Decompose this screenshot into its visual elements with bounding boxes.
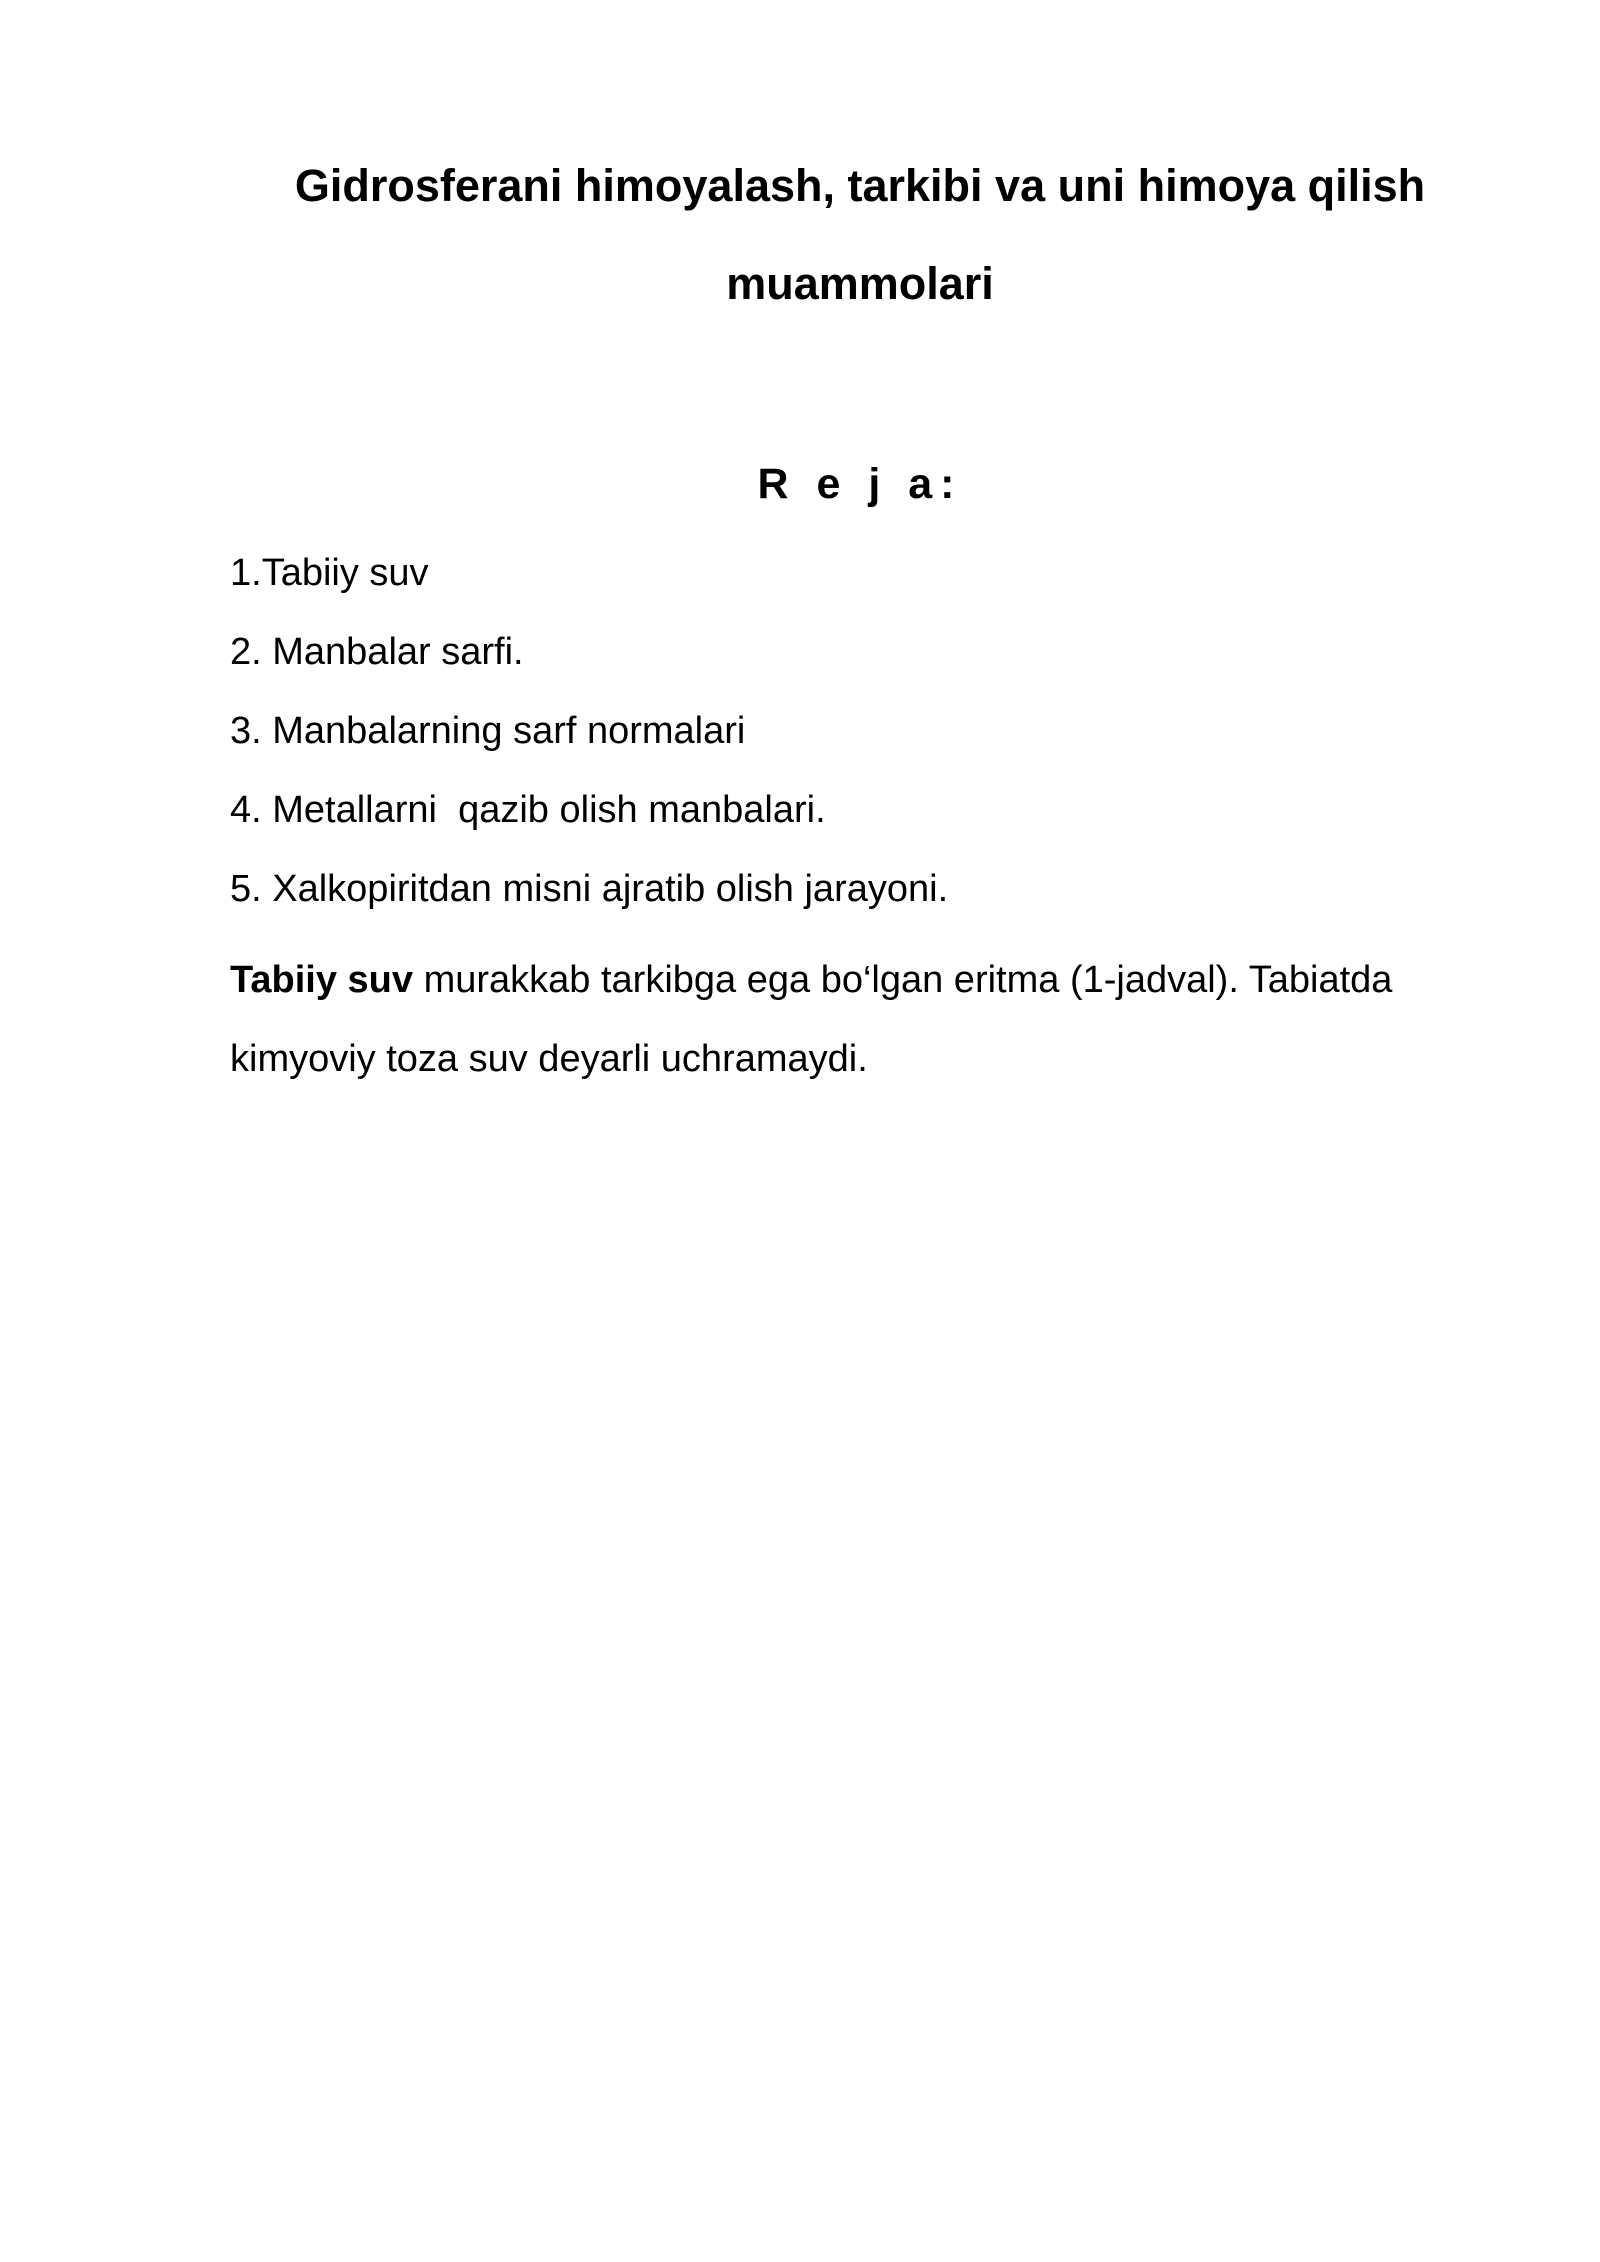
plan-item: 2. Manbalar sarfi. (230, 631, 524, 673)
plan-item: 1.Tabiiy suv (230, 552, 429, 594)
plan-item: 4. Metallarni qazib olish manbalari. (230, 789, 826, 831)
plan-item: 5. Xalkopiritdan misni ajratib olish jarayoni. (230, 868, 949, 910)
plan-list (230, 548, 948, 943)
paragraph-text: murakkab tarkibga ega bo‘lgan eritma (1-jadval). Tabiatda kimyoviy toza suv deyarli uchramaydi. (230, 959, 1393, 1080)
document-title-line-2: muammolari (726, 258, 994, 309)
paragraph-bold-lead: Tabiiy suv (230, 959, 414, 1001)
plan-item: 3. Manbalarning sarf normalari (230, 710, 746, 752)
plan-heading: R e j a: (757, 460, 963, 508)
body-paragraph (230, 941, 1490, 1099)
document-title-line-1: Gidrosferani himoyalash, tarkibi va uni himoya qilish (294, 160, 1426, 211)
